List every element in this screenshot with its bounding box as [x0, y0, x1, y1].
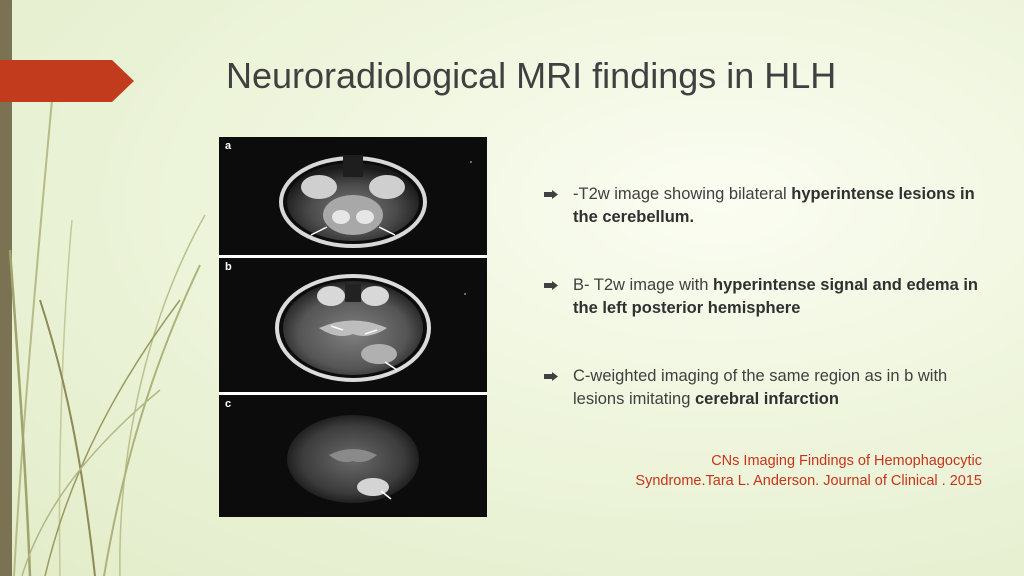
title-accent-tab — [0, 60, 134, 102]
right-arrow-icon — [544, 372, 558, 381]
citation — [560, 451, 982, 491]
mri-image-b — [219, 258, 487, 392]
bullet-bold-text: cerebral infarction — [694, 390, 839, 408]
citation-line-2: Syndrome.Tara L. Anderson. Journal of Clinical . 2015 — [635, 473, 982, 489]
bullet-bold-text: hyperintense lesions in the cerebellum. — [573, 185, 975, 226]
citation-line-1: CNs Imaging Findings of Hemophagocytic — [711, 453, 982, 469]
mri-image-c — [219, 395, 487, 517]
right-arrow-icon — [544, 281, 558, 290]
bullet-text: -T2w image showing bilateral — [573, 185, 792, 203]
bullet-item-1 — [544, 183, 984, 229]
bullet-text: C-weighted imaging of the same region as in b with lesions imitating — [573, 367, 948, 408]
bullet-item-3 — [544, 365, 984, 411]
bullet-text: B- T2w image with — [573, 276, 713, 294]
image-label-c: c — [225, 398, 232, 410]
slide-title: Neuroradiological MRI findings in HLH — [226, 55, 837, 96]
mri-image-a — [219, 137, 487, 255]
right-arrow-icon — [544, 190, 558, 199]
image-label-b: b — [225, 261, 232, 273]
bullet-bold-text: hyperintense signal and edema in the left posterior hemisphere — [573, 276, 978, 317]
bullet-item-2 — [544, 274, 984, 320]
mri-figure — [219, 137, 487, 517]
image-label-a: a — [225, 140, 232, 152]
